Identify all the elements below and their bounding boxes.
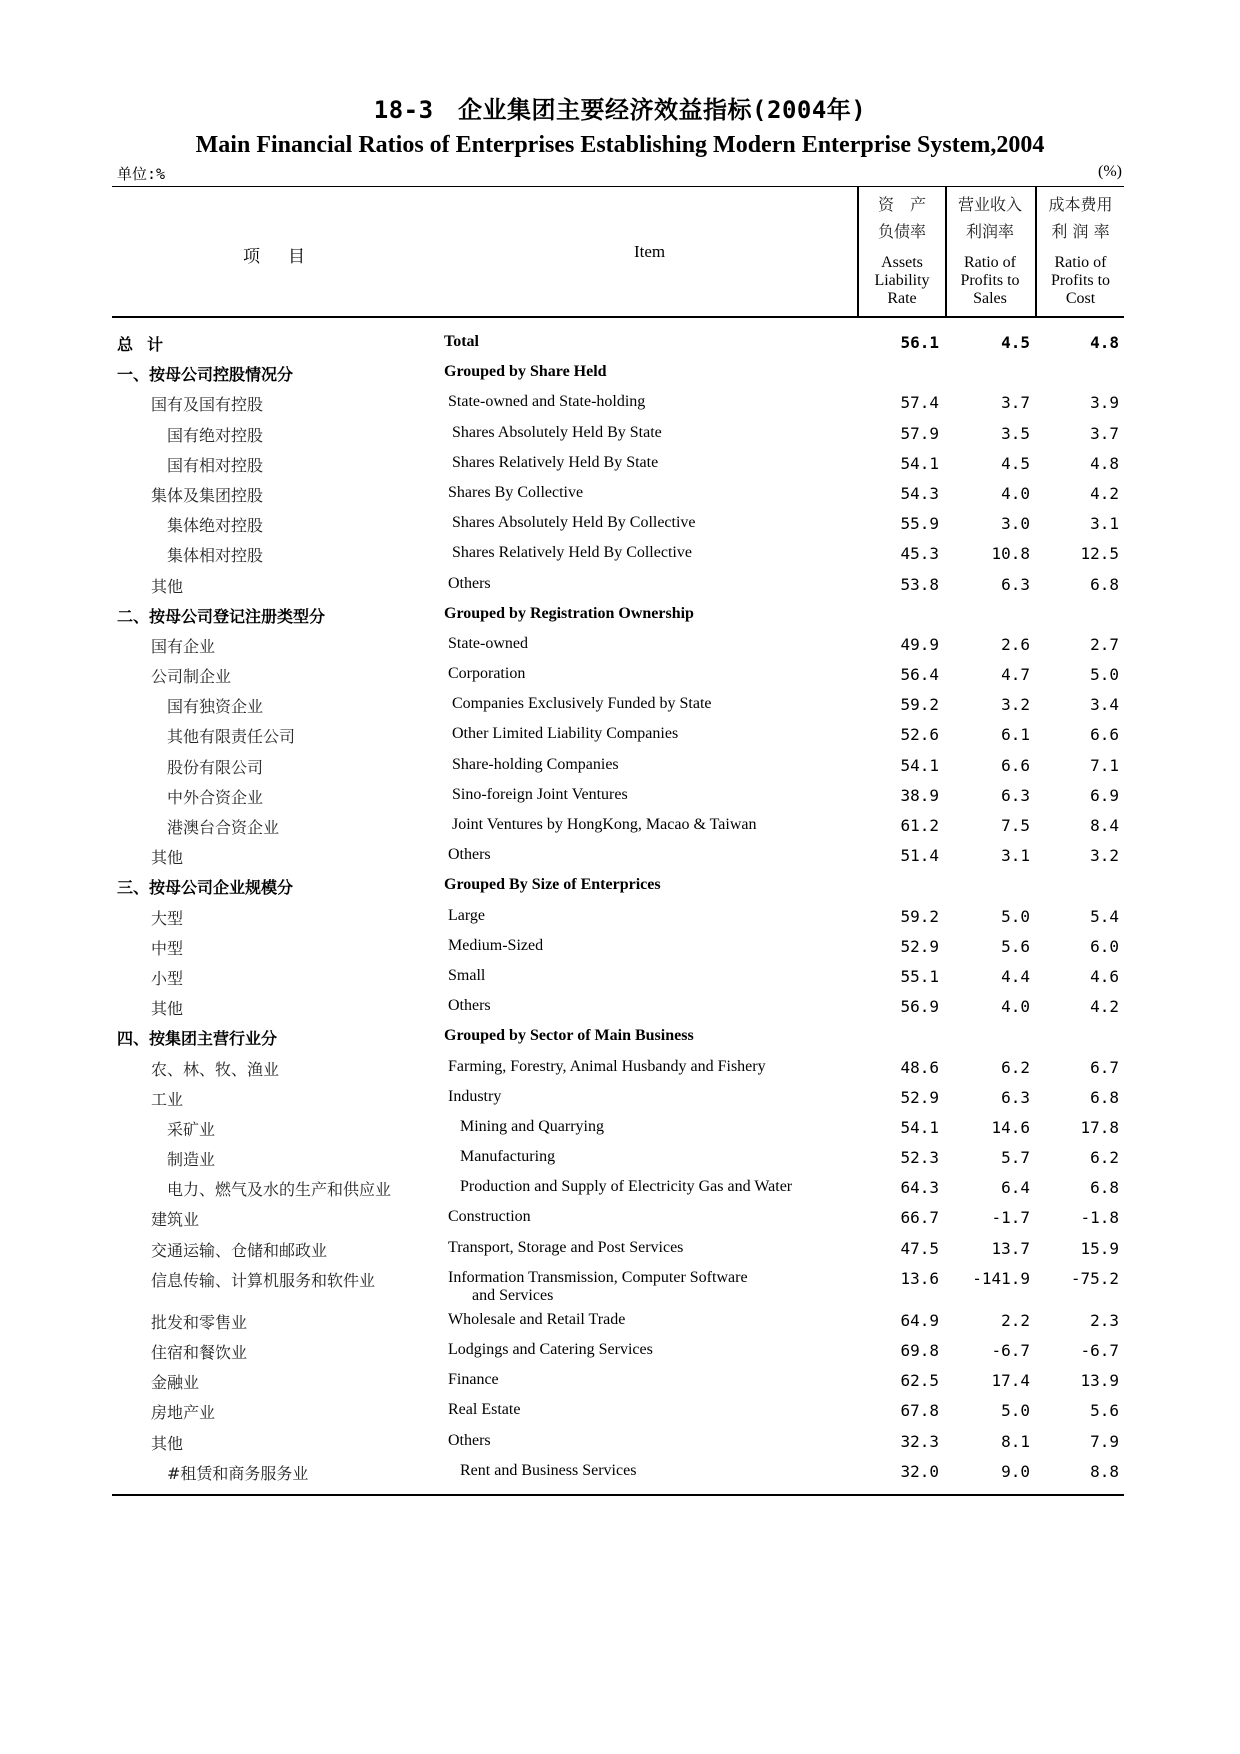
row-label-english-line1: Shares Absolutely Held By Collective (452, 514, 696, 532)
value-assets-liability-rate: 54.1 (900, 453, 939, 473)
value-profits-to-sales: 5.6 (1001, 936, 1030, 956)
row-label-english (448, 1311, 625, 1329)
value-assets-liability-rate: 59.2 (900, 906, 939, 926)
row-label-english (452, 816, 756, 834)
row-label-english-line1: Shares Relatively Held By Collective (452, 544, 692, 562)
header-ratio-profits-to-cost (1037, 187, 1124, 316)
row-label-english-line1: Mining and Quarrying (460, 1117, 604, 1135)
value-profits-to-cost: 6.7 (1090, 1057, 1119, 1077)
table-row (112, 1268, 1124, 1310)
value-profits-to-cost: 7.9 (1090, 1431, 1119, 1451)
value-profits-to-sales: 4.7 (1001, 665, 1030, 685)
value-profits-to-sales: 4.4 (1001, 966, 1030, 986)
row-label-chinese: 大型 (151, 908, 184, 928)
value-profits-to-cost: 6.8 (1090, 1178, 1119, 1198)
table-row (112, 1310, 1124, 1340)
row-label-english (448, 1269, 748, 1305)
row-label-english-line1: Grouped by Registration Ownership (444, 604, 694, 622)
row-label-english (448, 1239, 683, 1257)
row-label-english (452, 544, 692, 562)
value-profits-to-sales: 4.5 (1001, 333, 1030, 352)
unit-label-chinese: 单位:% (117, 165, 166, 183)
table-row (112, 1431, 1124, 1461)
value-assets-liability-rate: 69.8 (900, 1341, 939, 1360)
table-bottom-rule (112, 1494, 1124, 1496)
value-assets-liability-rate: 32.0 (900, 1461, 939, 1481)
value-profits-to-cost: 6.8 (1090, 1087, 1119, 1107)
row-label-english-line1: Large (448, 906, 486, 924)
row-label-english (460, 1178, 792, 1196)
row-label-english (452, 695, 712, 713)
row-label-english (448, 635, 528, 653)
value-profits-to-sales: 4.0 (1001, 997, 1030, 1017)
row-label-english (452, 786, 628, 804)
header-col3-english: Ratio of Profits to Cost (1050, 254, 1111, 307)
value-assets-liability-rate: 13.6 (900, 1268, 939, 1288)
value-profits-to-sales: 6.3 (1001, 785, 1030, 805)
row-label-english-line1: Production and Supply of Electricity Gas and Water (460, 1178, 793, 1196)
row-label-english (452, 725, 678, 743)
row-label-chinese: #租赁和商务服务业 (167, 1463, 309, 1483)
row-label-chinese: 四、按集团主营行业分 (117, 1029, 278, 1049)
row-label-chinese: 金融业 (151, 1373, 200, 1393)
row-label-chinese: 农、林、牧、渔业 (151, 1059, 280, 1079)
row-label-english-line1: State-owned (448, 634, 528, 652)
row-label-english (448, 907, 485, 925)
value-profits-to-cost: 15.9 (1080, 1238, 1119, 1258)
row-label-english (452, 424, 662, 442)
header-col1-english: Assets Liability Rate (874, 254, 930, 307)
table-row (112, 1238, 1124, 1268)
table-row (112, 543, 1124, 573)
table-row (112, 1177, 1124, 1207)
value-profits-to-cost: 3.1 (1090, 514, 1119, 534)
row-label-chinese: 其他 (151, 999, 184, 1019)
row-label-chinese: 信息传输、计算机服务和软件业 (151, 1270, 376, 1290)
value-profits-to-cost: -1.8 (1080, 1208, 1119, 1228)
header-col1-cn-line2: 负债率 (877, 222, 926, 241)
value-profits-to-cost: 6.2 (1090, 1148, 1119, 1168)
value-assets-liability-rate: 52.9 (900, 936, 939, 956)
value-profits-to-cost: 6.6 (1090, 725, 1119, 745)
row-label-chinese: 住宿和餐饮业 (151, 1343, 248, 1362)
row-label-english (448, 997, 491, 1015)
value-profits-to-cost: 6.9 (1090, 785, 1119, 805)
row-label-chinese: 工业 (151, 1089, 184, 1109)
row-label-chinese: 集体相对控股 (167, 546, 264, 566)
value-profits-to-cost: 13.9 (1080, 1371, 1119, 1391)
row-label-chinese: 房地产业 (151, 1403, 216, 1423)
value-profits-to-sales: 3.1 (1001, 846, 1030, 866)
value-profits-to-cost: 2.7 (1090, 634, 1119, 654)
header-col3-cn-line1: 成本费用 (1048, 195, 1113, 214)
table-row (112, 694, 1124, 724)
row-label-chinese: 国有相对控股 (167, 455, 264, 475)
row-label-english (444, 333, 479, 351)
value-assets-liability-rate: 56.1 (900, 333, 939, 352)
value-profits-to-cost: 3.9 (1090, 393, 1119, 413)
table-row (112, 845, 1124, 875)
row-label-english (448, 1208, 531, 1226)
value-profits-to-sales: 6.3 (1001, 574, 1030, 594)
table-section-header (112, 875, 1124, 905)
row-label-chinese: 集体绝对控股 (167, 516, 264, 536)
row-label-english-line1: Lodgings and Catering Services (448, 1341, 653, 1358)
header-bottom-rule (112, 316, 1124, 318)
value-profits-to-sales: 17.4 (991, 1371, 1030, 1391)
value-profits-to-cost: 5.6 (1090, 1401, 1119, 1421)
value-profits-to-sales: 9.0 (1001, 1461, 1030, 1481)
value-profits-to-cost: 5.0 (1090, 665, 1119, 685)
table-row (112, 815, 1124, 845)
value-profits-to-sales: 10.8 (991, 544, 1030, 564)
row-label-english (448, 1371, 499, 1389)
row-label-chinese: 国有绝对控股 (167, 425, 264, 445)
row-label-chinese: 中外合资企业 (167, 787, 264, 807)
table-row (112, 966, 1124, 996)
value-profits-to-cost: 4.8 (1090, 453, 1119, 473)
row-label-english (444, 876, 661, 894)
value-profits-to-cost: 7.1 (1090, 755, 1119, 775)
value-profits-to-cost: -75.2 (1070, 1268, 1119, 1288)
table-body (112, 332, 1124, 1491)
row-label-english (448, 937, 543, 955)
table-row (112, 936, 1124, 966)
value-profits-to-cost: 8.8 (1090, 1461, 1119, 1481)
row-label-chinese: 一、按母公司控股情况分 (117, 365, 294, 385)
table-row (112, 1400, 1124, 1430)
row-label-chinese: 集体及集团控股 (151, 485, 264, 505)
value-profits-to-sales: 8.1 (1001, 1431, 1030, 1451)
value-assets-liability-rate: 54.1 (900, 1117, 939, 1137)
row-label-english-line1: Others (448, 846, 491, 864)
row-label-english (444, 1027, 694, 1045)
table-row (112, 634, 1124, 664)
value-assets-liability-rate: 38.9 (900, 785, 939, 805)
value-profits-to-sales: 4.5 (1001, 453, 1030, 473)
row-label-english-line1: Corporation (448, 665, 526, 683)
row-label-chinese: 其他 (151, 576, 184, 596)
row-label-chinese: 其他有限责任公司 (167, 727, 296, 747)
row-label-chinese: 公司制企业 (151, 667, 232, 687)
value-profits-to-sales: 3.7 (1001, 393, 1030, 413)
row-label-english (452, 756, 619, 774)
table-section-header (112, 604, 1124, 634)
row-label-english-line1: Grouped by Share Held (444, 363, 607, 381)
table-row (112, 1147, 1124, 1177)
value-assets-liability-rate: 64.9 (900, 1310, 939, 1330)
row-label-english-line1: Grouped by Sector of Main Business (444, 1027, 694, 1045)
row-label-english-line1: Other Limited Liability Companies (452, 725, 679, 743)
header-col2-english: Ratio of Profits to Sales (960, 254, 1020, 307)
row-label-english-line1: State-owned and State-holding (448, 393, 646, 411)
row-label-english-line1: Shares Relatively Held By State (452, 453, 659, 471)
page-title-chinese: 18-3 企业集团主要经济效益指标(2004年) (373, 96, 867, 124)
row-label-english-line2: and Services (472, 1286, 554, 1304)
value-assets-liability-rate: 56.9 (900, 997, 939, 1017)
row-label-chinese: 交通运输、仓储和邮政业 (151, 1240, 328, 1260)
row-label-english-line1: Shares Absolutely Held By State (452, 423, 662, 441)
value-assets-liability-rate: 66.7 (900, 1208, 939, 1228)
row-label-english-line1: Small (448, 966, 486, 984)
table-section-header (112, 1026, 1124, 1056)
table-row (112, 423, 1124, 453)
value-profits-to-cost: 8.4 (1090, 816, 1119, 835)
row-label-english (444, 363, 607, 381)
value-profits-to-sales: -6.7 (991, 1341, 1030, 1360)
table-row (112, 1087, 1124, 1117)
value-profits-to-cost: 4.2 (1090, 483, 1119, 503)
value-assets-liability-rate: 57.4 (900, 393, 939, 413)
value-assets-liability-rate: 54.1 (900, 755, 939, 775)
value-profits-to-sales: -1.7 (991, 1208, 1030, 1228)
value-profits-to-sales: 6.1 (1001, 725, 1030, 745)
value-profits-to-sales: 3.2 (1001, 695, 1030, 715)
value-assets-liability-rate: 52.9 (900, 1087, 939, 1107)
row-label-english-line1: Medium-Sized (448, 936, 544, 954)
table-row (112, 906, 1124, 936)
value-assets-liability-rate: 49.9 (900, 634, 939, 654)
table-row (112, 1370, 1124, 1400)
value-profits-to-cost: 3.2 (1090, 846, 1119, 866)
value-profits-to-sales: 3.0 (1001, 514, 1030, 534)
row-label-english-line1: Wholesale and Retail Trade (448, 1310, 626, 1328)
row-label-english (448, 1341, 653, 1359)
value-profits-to-sales: 13.7 (991, 1238, 1030, 1258)
value-profits-to-sales: 5.7 (1001, 1148, 1030, 1168)
row-label-english-line1: Others (448, 997, 491, 1015)
row-label-english (448, 1058, 766, 1076)
row-label-english (448, 665, 525, 683)
value-profits-to-sales: 2.2 (1001, 1310, 1030, 1330)
value-profits-to-sales: 14.6 (991, 1117, 1030, 1137)
row-label-english-line1: Grouped By Size of Enterprices (444, 876, 661, 894)
row-label-english (448, 1401, 520, 1419)
row-label-chinese: 制造业 (167, 1150, 216, 1170)
value-assets-liability-rate: 45.3 (900, 544, 939, 564)
row-label-english (452, 454, 658, 472)
row-label-chinese: 其他 (151, 848, 184, 868)
value-profits-to-cost: 5.4 (1090, 906, 1119, 926)
value-profits-to-cost: -6.7 (1080, 1341, 1119, 1360)
table-row (112, 1117, 1124, 1147)
row-label-english-line1: Transport, Storage and Post Services (448, 1238, 684, 1256)
header-ratio-profits-to-sales (945, 187, 1037, 316)
value-assets-liability-rate: 61.2 (900, 816, 939, 835)
row-label-english-line1: Total (444, 333, 479, 350)
value-assets-liability-rate: 47.5 (900, 1238, 939, 1258)
row-label-chinese: 建筑业 (151, 1210, 200, 1230)
table-row (112, 574, 1124, 604)
header-item-chinese: 项目 (243, 247, 333, 267)
value-assets-liability-rate: 48.6 (900, 1057, 939, 1077)
table-section-header (112, 362, 1124, 392)
value-profits-to-sales: 6.6 (1001, 755, 1030, 775)
table-row (112, 483, 1124, 513)
table-header (112, 187, 1124, 316)
value-profits-to-cost: 17.8 (1080, 1117, 1119, 1137)
value-profits-to-cost: 6.0 (1090, 936, 1119, 956)
value-assets-liability-rate: 64.3 (900, 1178, 939, 1198)
value-profits-to-sales: 5.0 (1001, 1401, 1030, 1421)
value-profits-to-sales: 5.0 (1001, 906, 1030, 926)
table-row (112, 755, 1124, 785)
row-label-chinese: 电力、燃气及水的生产和供应业 (167, 1180, 392, 1200)
row-label-english (448, 484, 583, 502)
row-label-chinese: 其他 (151, 1433, 184, 1453)
table-row (112, 453, 1124, 483)
value-assets-liability-rate: 62.5 (900, 1371, 939, 1391)
value-profits-to-cost: 12.5 (1080, 544, 1119, 564)
value-assets-liability-rate: 52.6 (900, 725, 939, 745)
table-row (112, 664, 1124, 694)
value-profits-to-cost: 6.8 (1090, 574, 1119, 594)
row-label-chinese: 国有独资企业 (167, 697, 264, 717)
row-label-english (460, 1148, 555, 1166)
table-row-total (112, 332, 1124, 362)
row-label-english (448, 575, 491, 593)
row-label-chinese: 二、按母公司登记注册类型分 (117, 606, 326, 626)
row-label-english-line1: Finance (448, 1371, 499, 1389)
row-label-english-line1: Joint Ventures by HongKong, Macao & Taiwan (452, 816, 757, 833)
header-assets-liability-rate (857, 187, 947, 316)
row-label-english (444, 605, 694, 623)
row-label-chinese: 中型 (151, 938, 184, 958)
row-label-english-line1: Others (448, 574, 491, 592)
value-profits-to-cost: 3.7 (1090, 423, 1119, 443)
page-title-english: Main Financial Ratios of Enterprises Establishing Modern Enterprise System,2004 (195, 132, 1045, 158)
table-row (112, 1207, 1124, 1237)
value-profits-to-sales: 6.4 (1001, 1178, 1030, 1198)
row-label-chinese: 港澳台合资企业 (167, 818, 280, 837)
row-label-english-line1: Share-holding Companies (452, 755, 619, 773)
header-item-english: Item (634, 242, 666, 261)
value-profits-to-cost: 4.8 (1090, 333, 1119, 352)
row-label-english (448, 1088, 501, 1106)
table-row (112, 1340, 1124, 1370)
row-label-english-line1: Information Transmission, Computer Software (448, 1268, 748, 1286)
header-col2-cn-line2: 利润率 (965, 222, 1014, 241)
table-row (112, 513, 1124, 543)
table-row (112, 1057, 1124, 1087)
table-row (112, 785, 1124, 815)
row-label-english-line1: Farming, Forestry, Animal Husbandy and Fishery (448, 1057, 766, 1075)
value-assets-liability-rate: 54.3 (900, 483, 939, 503)
row-label-english (460, 1118, 604, 1136)
value-assets-liability-rate: 56.4 (900, 665, 939, 685)
row-label-english (448, 967, 485, 985)
value-profits-to-sales: 3.5 (1001, 423, 1030, 443)
row-label-english-line1: Companies Exclusively Funded by State (452, 695, 712, 713)
row-label-english-line1: Industry (448, 1087, 502, 1105)
table-row (112, 724, 1124, 754)
value-profits-to-cost: 4.2 (1090, 997, 1119, 1017)
row-label-english (448, 393, 645, 411)
header-col3-cn-line2: 利 润 率 (1051, 222, 1110, 241)
unit-label-percent: (%) (1098, 163, 1122, 180)
value-assets-liability-rate: 55.9 (900, 514, 939, 534)
value-profits-to-sales: 2.6 (1001, 634, 1030, 654)
value-assets-liability-rate: 59.2 (900, 695, 939, 715)
header-col1-cn-line1: 资 产 (877, 195, 926, 214)
row-label-chinese: 三、按母公司企业规模分 (117, 878, 294, 898)
row-label-chinese: 股份有限公司 (167, 757, 264, 777)
value-profits-to-sales: 6.2 (1001, 1057, 1030, 1077)
value-profits-to-sales: -141.9 (972, 1268, 1030, 1288)
row-label-chinese: 国有及国有控股 (151, 395, 264, 415)
value-assets-liability-rate: 57.9 (900, 423, 939, 443)
row-label-english-line1: Manufacturing (460, 1148, 556, 1166)
header-col2-cn-line1: 营业收入 (957, 195, 1022, 214)
row-label-english (448, 846, 491, 864)
value-assets-liability-rate: 55.1 (900, 966, 939, 986)
row-label-english (460, 1462, 636, 1480)
table-row (112, 996, 1124, 1026)
row-label-english-line1: Sino-foreign Joint Ventures (452, 785, 628, 803)
table-row (112, 392, 1124, 422)
value-profits-to-cost: 2.3 (1090, 1310, 1119, 1330)
row-label-english (448, 1432, 491, 1450)
row-label-english-line1: Rent and Business Services (460, 1461, 637, 1479)
row-label-english-line1: Others (448, 1431, 491, 1449)
row-label-english (452, 514, 696, 532)
row-label-english-line1: Shares By Collective (448, 483, 584, 501)
value-assets-liability-rate: 53.8 (900, 574, 939, 594)
value-profits-to-sales: 7.5 (1001, 816, 1030, 835)
row-label-english-line1: Construction (448, 1208, 531, 1226)
value-profits-to-sales: 6.3 (1001, 1087, 1030, 1107)
row-label-chinese: 总计 (117, 335, 178, 354)
table-row (112, 1461, 1124, 1491)
value-assets-liability-rate: 67.8 (900, 1401, 939, 1421)
row-label-chinese: 批发和零售业 (151, 1312, 248, 1332)
value-profits-to-cost: 4.6 (1090, 966, 1119, 986)
row-label-english-line1: Real Estate (448, 1401, 521, 1419)
value-profits-to-cost: 3.4 (1090, 695, 1119, 715)
value-profits-to-sales: 4.0 (1001, 483, 1030, 503)
row-label-chinese: 国有企业 (151, 636, 216, 656)
row-label-chinese: 小型 (151, 968, 184, 988)
value-assets-liability-rate: 32.3 (900, 1431, 939, 1451)
row-label-chinese: 采矿业 (167, 1119, 216, 1139)
value-assets-liability-rate: 51.4 (900, 846, 939, 866)
value-assets-liability-rate: 52.3 (900, 1148, 939, 1168)
